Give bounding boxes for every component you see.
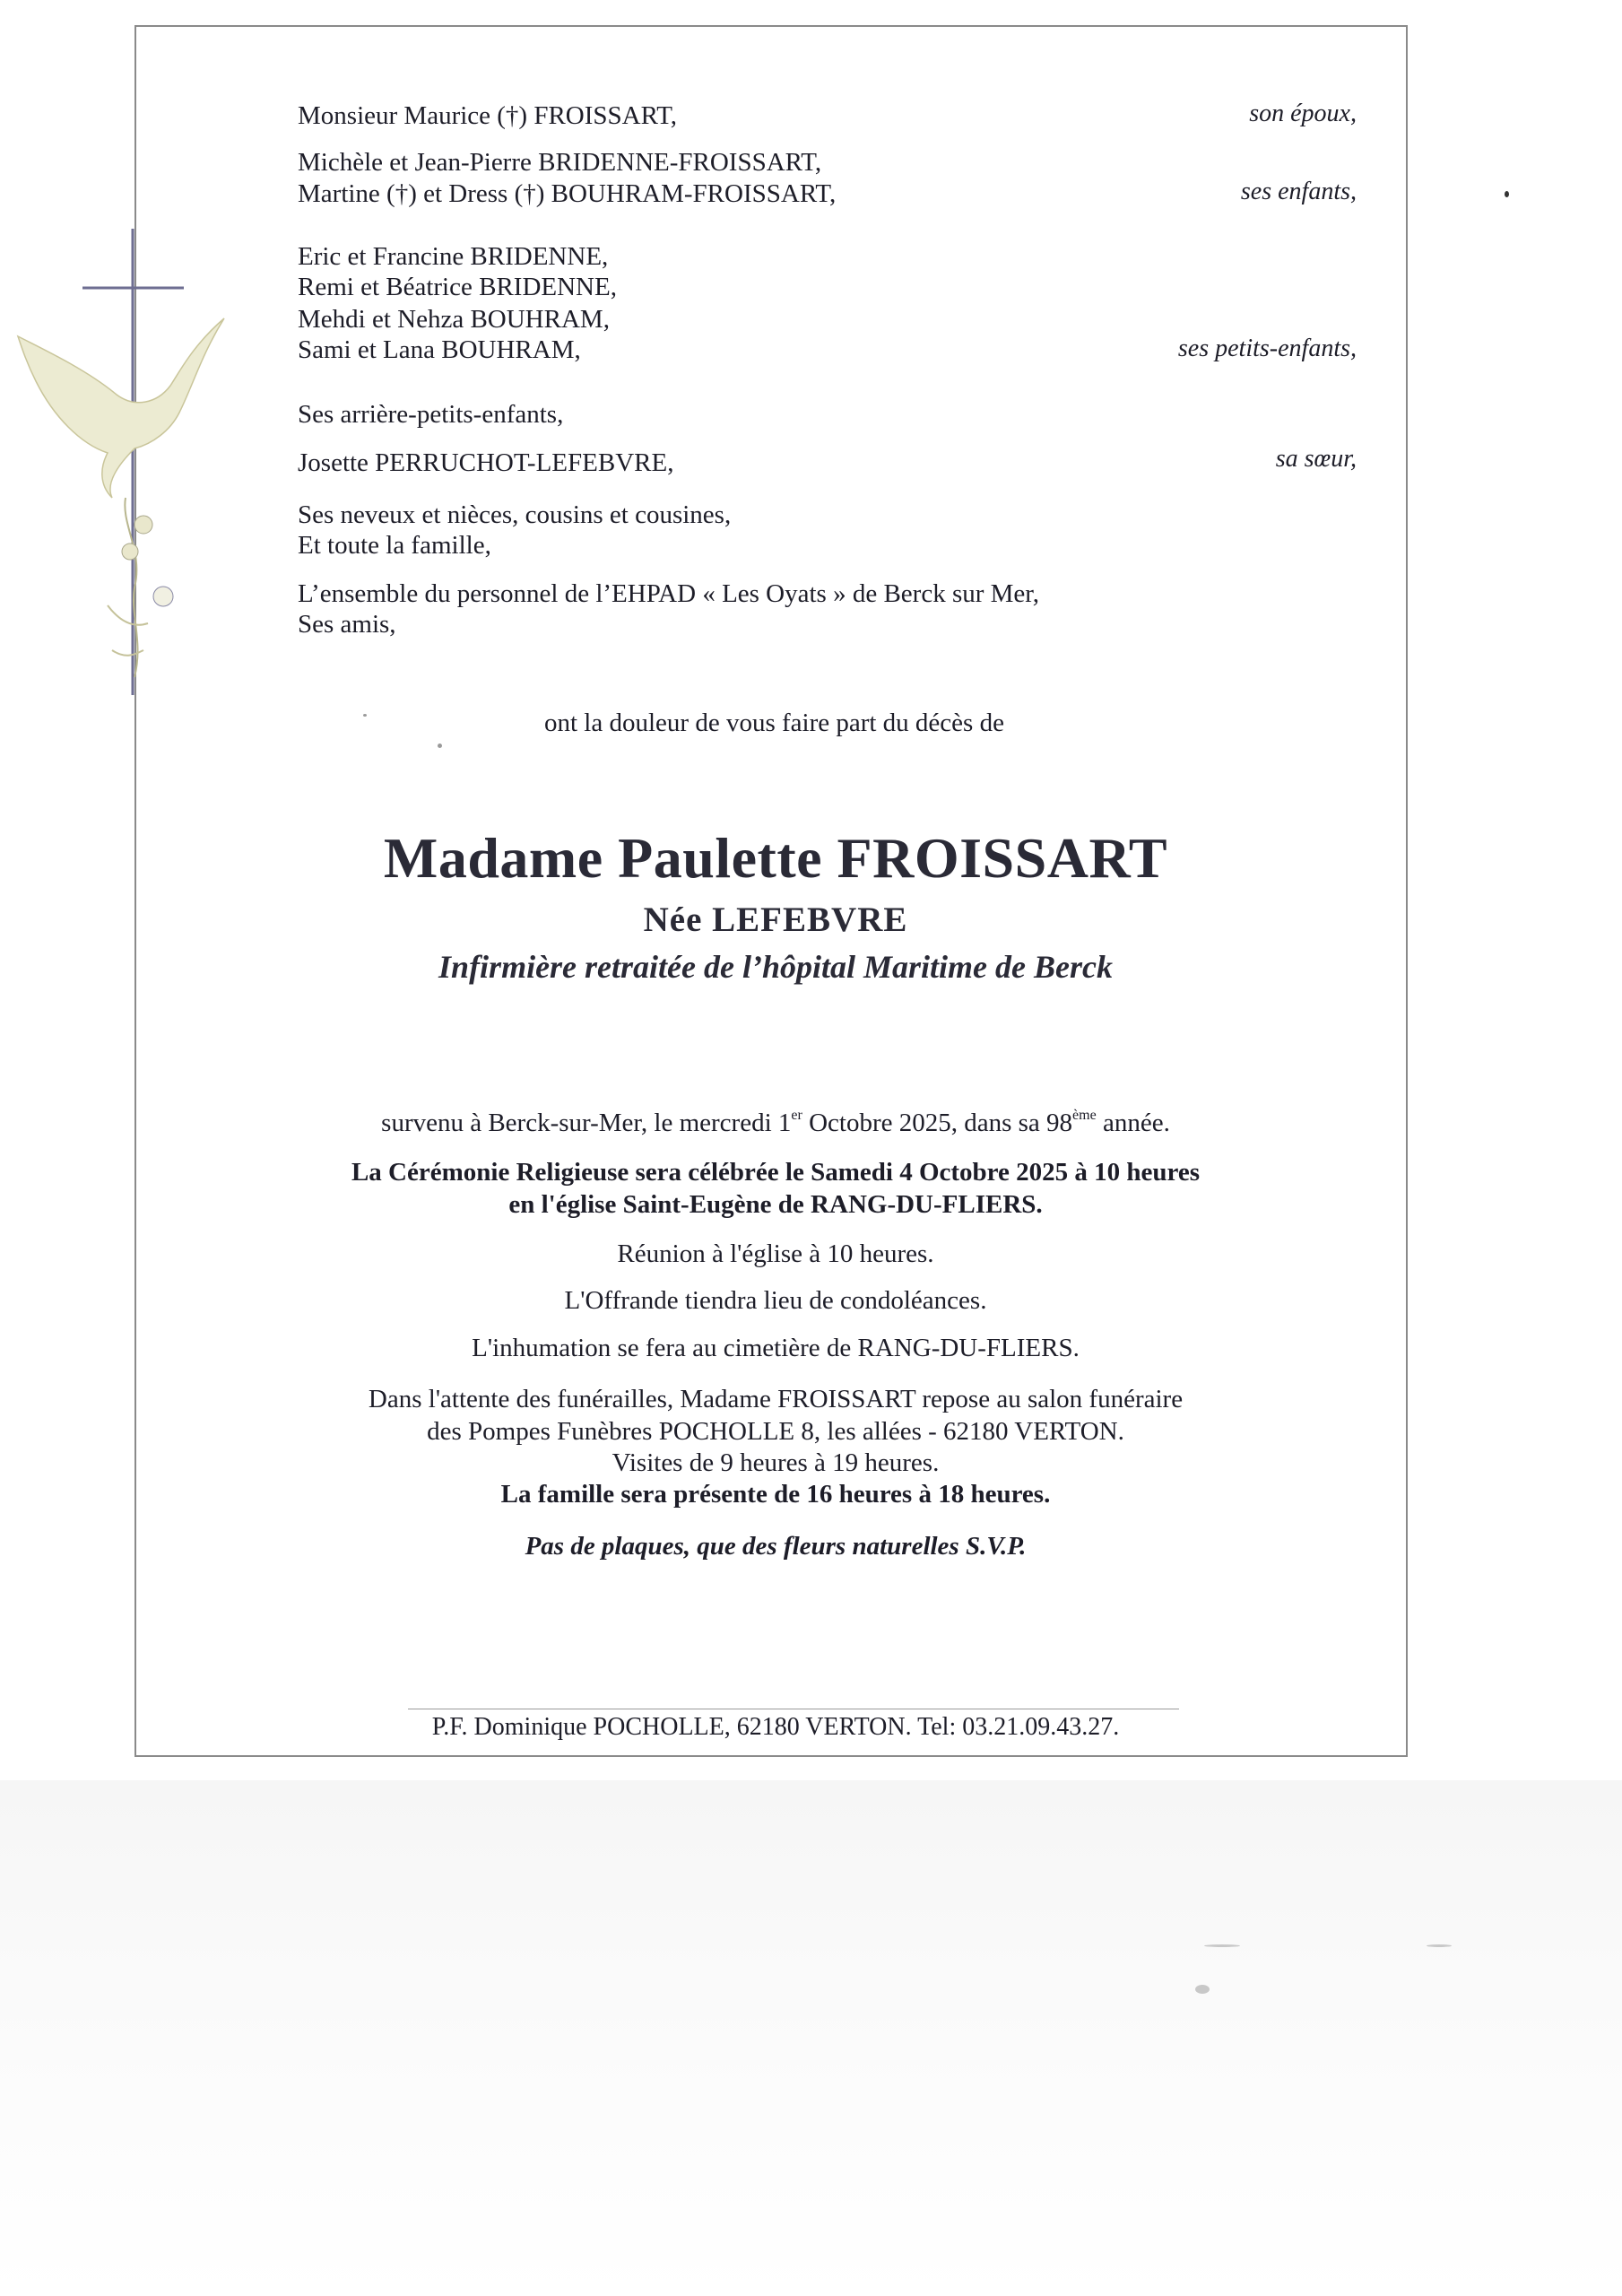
deceased-name: Madame Paulette FROISSART xyxy=(383,826,1168,890)
family-line: Ses amis, xyxy=(298,610,396,639)
family-line: Et toute la famille, xyxy=(298,531,491,560)
funeral-home-line: Dans l'attente des funérailles, Madame FROISSART repose au salon funéraire xyxy=(368,1385,1184,1413)
family-line: L’ensemble du personnel de l’EHPAD « Les Oyats » de Berck sur Mer, xyxy=(298,579,1040,608)
funeral-home-line: des Pompes Funèbres POCHOLLE 8, les allées - 62180 VERTON. xyxy=(427,1417,1124,1446)
offering-text: L'Offrande tiendra lieu de condoléances. xyxy=(564,1286,987,1315)
family-relation: ses petits-enfants, xyxy=(1177,335,1357,362)
burial-text: L'inhumation se fera au cimetière de RANG-DU-FLIERS. xyxy=(472,1334,1080,1362)
ceremony-line: La Cérémonie Religieuse sera célébrée le Samedi 4 Octobre 2025 à 10 heures xyxy=(351,1158,1201,1187)
scan-speck xyxy=(1505,191,1509,197)
death-superscript: er xyxy=(791,1108,802,1123)
funeral-home-line: Visites de 9 heures à 19 heures. xyxy=(612,1448,940,1477)
meeting-text: Réunion à l'église à 10 heures. xyxy=(617,1239,934,1268)
family-relation: sa sœur, xyxy=(1275,445,1357,473)
family-presence-text: La famille sera présente de 16 heures à 18 heures. xyxy=(500,1480,1051,1509)
scan-speck xyxy=(363,714,367,717)
flowers-note: Pas de plaques, que des fleurs naturelles S.V.P. xyxy=(525,1532,1027,1561)
family-line: Monsieur Maurice (†) FROISSART, xyxy=(298,101,678,130)
scan-speck xyxy=(1427,1944,1452,1947)
family-line: Josette PERRUCHOT-LEFEBVRE, xyxy=(298,448,674,477)
family-line: Ses neveux et nièces, cousins et cousines, xyxy=(298,500,732,529)
family-line: Eric et Francine BRIDENNE, xyxy=(298,242,609,271)
family-relation: son époux, xyxy=(1249,100,1357,127)
footer-text: P.F. Dominique POCHOLLE, 62180 VERTON. Tel: 03.21.09.43.27. xyxy=(431,1713,1120,1741)
death-details xyxy=(269,1109,1282,1138)
announcement-text: ont la douleur de vous faire part du décès de xyxy=(544,709,1004,737)
family-line: Remi et Béatrice BRIDENNE, xyxy=(298,273,617,301)
scan-background xyxy=(0,1780,1622,2296)
family-line: Mehdi et Nehza BOUHRAM, xyxy=(298,305,610,334)
family-line: Ses arrière-petits-enfants, xyxy=(298,400,564,429)
family-line: Michèle et Jean-Pierre BRIDENNE-FROISSART, xyxy=(298,148,822,177)
ceremony-line: en l'église Saint-Eugène de RANG-DU-FLIERS. xyxy=(508,1190,1043,1219)
family-relation: ses enfants, xyxy=(1240,178,1357,205)
family-line: Sami et Lana BOUHRAM, xyxy=(298,335,581,364)
family-line: Martine (†) et Dress (†) BOUHRAM-FROISSART, xyxy=(298,179,837,208)
scan-speck xyxy=(438,744,442,748)
cross-dove-ornament-icon xyxy=(0,229,242,695)
death-text-part: Octobre 2025, dans sa 98 xyxy=(802,1109,1073,1137)
scan-speck xyxy=(1204,1944,1240,1947)
occupation: Infirmière retraitée de l’hôpital Maritime de Berck xyxy=(438,949,1113,985)
death-superscript: ème xyxy=(1072,1108,1097,1123)
maiden-name: Née LEFEBVRE xyxy=(643,900,908,939)
scan-speck xyxy=(1195,1985,1210,1994)
death-text-part: année. xyxy=(1096,1109,1170,1137)
death-text-part: survenu à Berck-sur-Mer, le mercredi 1 xyxy=(381,1109,792,1137)
